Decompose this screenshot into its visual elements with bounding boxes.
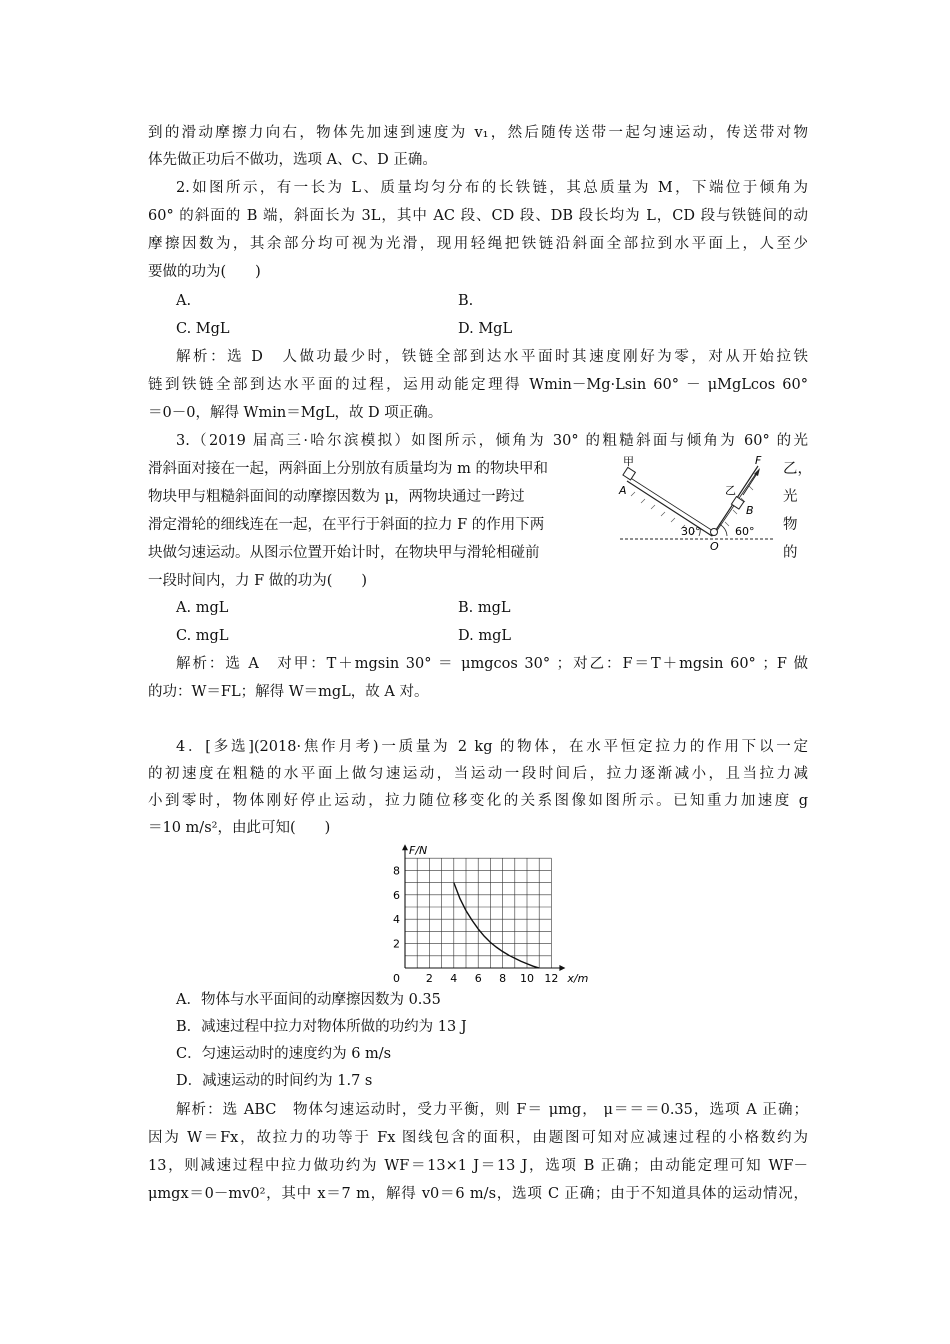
- question-3-line: 3.（2019 届高三·哈尔滨模拟）如图所示，倾角为 30° 的粗糙斜面与倾角为 60° 的光: [176, 433, 808, 449]
- x-axis-label: x/m: [567, 972, 589, 985]
- analysis-line: 13，则减速过程中拉力做功约为 WF＝13×1 J＝13 J，选项 B 正确；由动能定理可知 WF－: [148, 1158, 808, 1174]
- question-3-line: 块做匀速运动。从图示位置开始计时，在物块甲与滑轮相碰前: [148, 545, 540, 561]
- y-tick-label: 4: [393, 913, 400, 927]
- analysis-line: μmgx＝0－mv0²，其中 x＝7 m，解得 v0＝6 m/s，选项 C 正确；由于不知道具体的运动情况，: [148, 1186, 808, 1202]
- option-b: B.: [458, 293, 474, 309]
- option-a: A. mgL: [176, 600, 229, 616]
- y-axis-arrow: [402, 844, 408, 850]
- question-3-line: 滑斜面对接在一起，两斜面上分别放有质量均为 m 的物块甲和: [148, 461, 548, 477]
- label-f: F: [755, 454, 762, 467]
- label-jia: 甲: [623, 455, 634, 468]
- force-arrow: [743, 472, 758, 495]
- x-tick-label: 4: [450, 972, 458, 985]
- question-4-line: 4．[多选](2018·焦作月考)一质量为 2 kg 的物体，在水平恒定拉力的作用下以一定: [176, 739, 808, 755]
- label-yi: 乙: [725, 484, 736, 497]
- x-tick-label: 6: [474, 972, 482, 985]
- x-tick-label: 10: [520, 972, 534, 985]
- left-incline-rope: [629, 477, 713, 531]
- text-line: 体先做正功后不做功，选项 A、C、D 正确。: [148, 152, 437, 168]
- option-d: D. MgL: [458, 321, 513, 337]
- text-line: 到的滑动摩擦力向右，物体先加速到速度为 v₁，然后随传送带一起匀速运动，传送带对物: [148, 125, 808, 141]
- option-a: A．物体与水平面间的动摩擦因数为 0.35: [176, 992, 441, 1008]
- option-c: C. MgL: [176, 321, 230, 337]
- label-o: O: [710, 540, 719, 552]
- question-3-line: 物块甲与粗糙斜面间的动摩擦因数为 μ，两物块通过一跨过: [148, 489, 525, 505]
- label-30: 30°: [681, 525, 701, 538]
- x-tick-label: 2: [425, 972, 433, 985]
- x-axis-arrow: [559, 965, 565, 971]
- analysis-line: 因为 W＝Fx，故拉力的功等于 Fx 图线包含的面积，由题图可知对应减速过程的小格数约为: [148, 1130, 808, 1146]
- option-a: A.: [176, 293, 192, 309]
- chart-grid: [405, 858, 551, 968]
- analysis-line: 链到铁链全部到达水平面的过程，运用动能定理得 Wmin－Mg·Lsin 60° － μMgLcos 60°: [148, 377, 808, 393]
- analysis-line: 解析：选 ABC 物体匀速运动时，受力平衡，则 F＝ μmg， μ＝＝＝0.35，选项 A 正确；: [176, 1102, 808, 1118]
- analysis-line: 的功：W＝FL；解得 W＝mgL，故 A 对。: [148, 684, 429, 700]
- question-3-line-end: 的: [783, 545, 798, 561]
- question-2-line: 摩擦因数为，其余部分均可视为光滑，现用轻绳把铁链沿斜面全部拉到水平面上，人至少: [148, 236, 808, 252]
- analysis-line: 解析：选 A 对甲：T＋mgsin 30° ＝ μmgcos 30° ；对乙：F＝T＋mgsin 60° ；F 做: [176, 656, 808, 672]
- label-60: 60°: [735, 525, 755, 538]
- option-b: B．减速过程中拉力对物体所做的功约为 13 J: [176, 1019, 467, 1035]
- label-a: A: [619, 484, 627, 497]
- y-tick-label: 6: [393, 888, 400, 902]
- question-3-line-end: 物: [783, 517, 798, 533]
- chart-axes: [402, 844, 565, 971]
- question-3-line-end: 乙，: [783, 461, 812, 477]
- incline-figure: [615, 452, 780, 552]
- question-4-line: 的初速度在粗糙的水平面上做匀速运动，当运动一段时间后，拉力逐渐减小，且当拉力减: [148, 766, 808, 782]
- block-jia: [623, 467, 635, 479]
- question-3-line: 一段时间内，力 F 做的功为( ): [148, 573, 368, 589]
- option-b: B. mgL: [458, 600, 511, 616]
- y-tick-label: 2: [393, 937, 400, 951]
- y-axis-label: F/N: [409, 844, 428, 858]
- question-3-line: 滑定滑轮的细线连在一起，在平行于斜面的拉力 F 的作用下两: [148, 517, 545, 533]
- analysis-line: ＝0－0，解得 Wmin＝MgL，故 D 项正确。: [148, 405, 443, 421]
- question-2-line: 要做的功为( ): [148, 264, 261, 280]
- question-2-line: 60° 的斜面的 B 端，斜面长为 3L，其中 AC 段、CD 段、DB 段长均为 L，CD 段与铁链间的动: [148, 208, 808, 224]
- label-b: B: [746, 504, 754, 517]
- option-c: C．匀速运动时的速度约为 6 m/s: [176, 1046, 392, 1062]
- chart-series: [454, 883, 539, 968]
- origin-label: 0: [393, 972, 400, 985]
- force-curve: [454, 883, 539, 968]
- question-3-line-end: 光: [783, 489, 798, 505]
- question-4-line: ＝10 m/s²，由此可知( ): [148, 820, 331, 836]
- force-displacement-chart: [365, 838, 605, 988]
- pulley: [711, 529, 718, 536]
- y-tick-label: 8: [393, 864, 400, 878]
- option-c: C. mgL: [176, 628, 229, 644]
- analysis-line: 解析：选 D 人做功最少时，铁链全部到达水平面时其速度刚好为零，对从开始拉铁: [176, 349, 808, 365]
- x-tick-label: 12: [544, 972, 559, 985]
- question-2-line: 2.如图所示，有一长为 L、质量均匀分布的长铁链，其总质量为 M，下端位于倾角为: [176, 180, 808, 196]
- x-tick-label: 8: [499, 972, 507, 985]
- option-d: D. mgL: [458, 628, 511, 644]
- question-4-line: 小到零时，物体刚好停止运动，拉力随位移变化的关系图像如图所示。已知重力加速度 g: [148, 793, 808, 809]
- option-d: D．减速运动的时间约为 1.7 s: [176, 1073, 373, 1089]
